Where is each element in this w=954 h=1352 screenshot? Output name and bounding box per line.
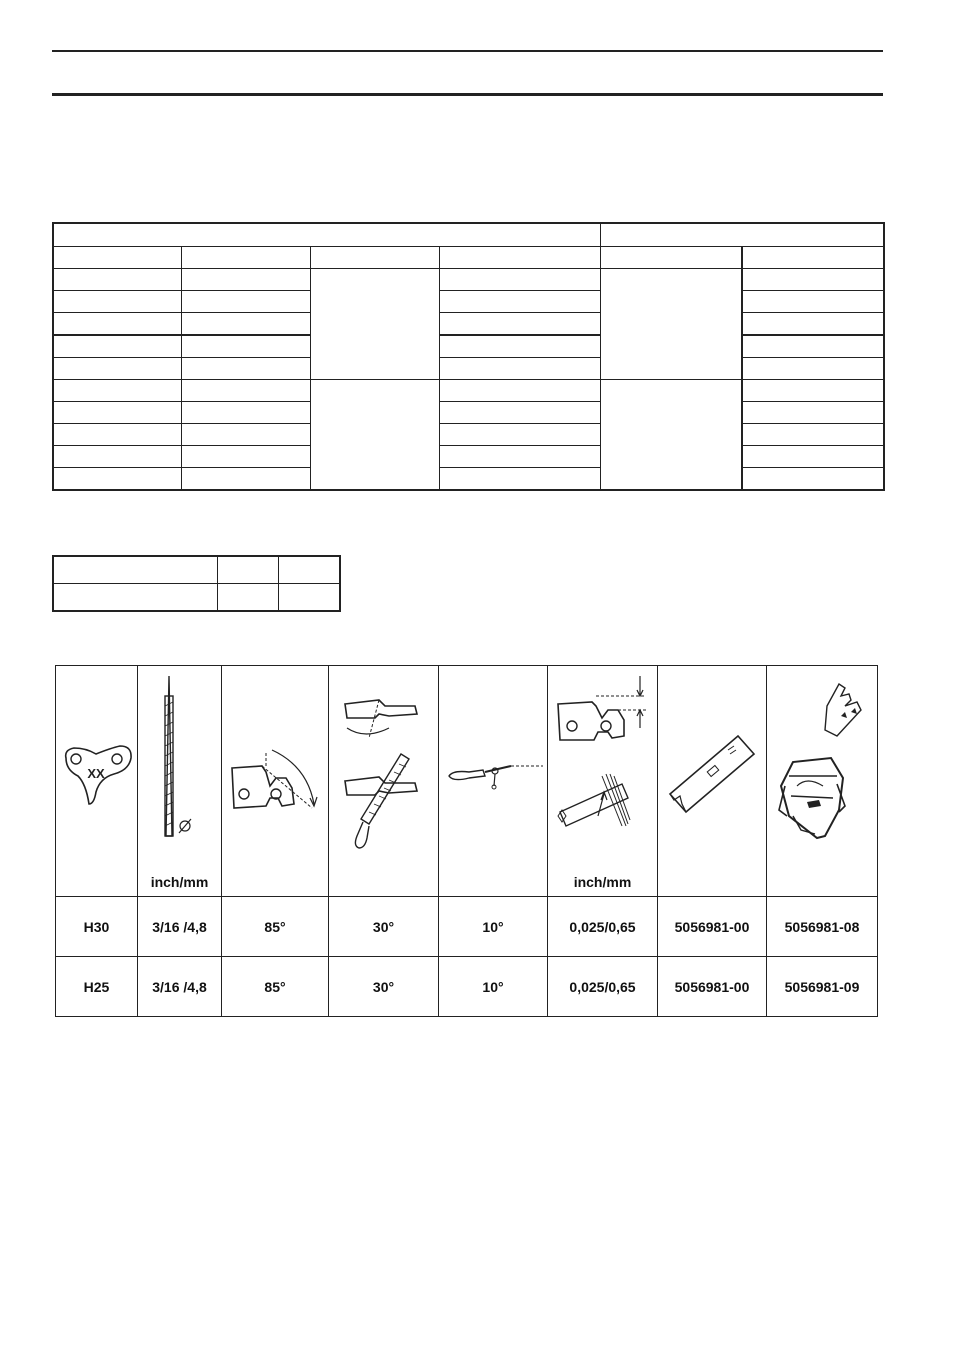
tilt-angle-cell: 10° [439, 957, 548, 1017]
grid-cell [181, 247, 310, 269]
grid-subheader-row [53, 247, 884, 269]
grid-row [53, 446, 884, 468]
file-illustration-cell [138, 666, 222, 897]
grid-cell [181, 269, 310, 291]
grid-cell [439, 291, 600, 313]
grid-cell [53, 380, 181, 402]
grid-cell [181, 313, 310, 336]
grid-row [53, 402, 884, 424]
grid-cell [742, 424, 884, 446]
grid-cell [742, 247, 884, 269]
grid-cell [742, 402, 884, 424]
tilt-illustration-cell [439, 666, 548, 897]
grid-cell [217, 584, 278, 612]
sharpening-spec-table [55, 665, 878, 1017]
grid-cell [217, 556, 278, 584]
grid-cell [181, 446, 310, 468]
gauge-part-cell: 5056981-00 [658, 957, 767, 1017]
grid-cell [742, 358, 884, 380]
grid-cell [181, 358, 310, 380]
drive-link-label: XX [87, 766, 105, 781]
grid-cell [439, 313, 600, 336]
gauge-part-cell: 5056981-00 [658, 897, 767, 957]
gauge-tool-illustration-cell [658, 666, 767, 897]
grid-cell [439, 402, 600, 424]
file-side-angle-icon [329, 666, 439, 866]
grid-cell [53, 584, 217, 612]
small-grid-row [53, 584, 340, 612]
grid-cell [181, 380, 310, 402]
grid-cell [53, 402, 181, 424]
grid-cell [53, 291, 181, 313]
grid-cell [181, 335, 310, 358]
grid-cell [181, 291, 310, 313]
drive-link-xx-icon [56, 666, 138, 896]
depth-unit-label: inch/mm [573, 874, 632, 890]
file-holder-tool-icon [767, 666, 878, 866]
file-tilt-icon [439, 666, 548, 866]
top-angle-cell: 85° [222, 897, 329, 957]
grid-cell [439, 446, 600, 468]
grid-cell [53, 313, 181, 336]
grid-cell [600, 247, 742, 269]
grid-cell [439, 358, 600, 380]
tool-part-cell: 5056981-08 [767, 897, 878, 957]
grid-cell [53, 556, 217, 584]
grid-merged-cell [310, 269, 439, 380]
grid-row [53, 380, 884, 402]
file-holder-illustration-cell [767, 666, 878, 897]
grid-cell [742, 269, 884, 291]
illustration-row [56, 666, 878, 897]
grid-merged-cell [600, 269, 742, 380]
side-angle-cell: 30° [329, 957, 439, 1017]
grid-row [53, 313, 884, 336]
grid-merged-cell [310, 380, 439, 491]
grid-cell [742, 446, 884, 468]
grid-cell [439, 424, 600, 446]
grid-header-cell [600, 223, 884, 247]
grid-header-row [53, 223, 884, 247]
cutter-top-angle-icon [222, 666, 329, 896]
grid-cell [742, 335, 884, 358]
grid-merged-cell [600, 380, 742, 491]
chain-cell: H30 [56, 897, 138, 957]
grid-cell [53, 468, 181, 491]
tool-part-cell: 5056981-09 [767, 957, 878, 1017]
grid-header-cell [53, 223, 600, 247]
file-size-cell: 3/16 /4,8 [138, 897, 222, 957]
grid-row [53, 358, 884, 380]
tilt-angle-cell: 10° [439, 897, 548, 957]
file-unit-label: inch/mm [150, 874, 209, 890]
grid-cell [53, 247, 181, 269]
small-grid-row [53, 556, 340, 584]
file-size-cell: 3/16 /4,8 [138, 957, 222, 1017]
grid-cell [181, 468, 310, 491]
depth-illustration-cell [548, 666, 658, 897]
grid-row [53, 269, 884, 291]
grid-cell [278, 584, 340, 612]
small-empty-grid [52, 555, 341, 612]
grid-cell [53, 424, 181, 446]
grid-cell [53, 446, 181, 468]
grid-cell [310, 247, 439, 269]
empty-spec-grid [52, 222, 885, 491]
grid-row [53, 424, 884, 446]
grid-cell [181, 424, 310, 446]
grid-cell [742, 291, 884, 313]
top-angle-cell: 85° [222, 957, 329, 1017]
top-angle-illustration-cell [222, 666, 329, 897]
grid-cell [53, 269, 181, 291]
depth-gauge-icon [548, 666, 658, 866]
grid-cell [278, 556, 340, 584]
grid-cell [181, 402, 310, 424]
spec-row-h30 [56, 897, 878, 957]
depth-cell: 0,025/0,65 [548, 897, 658, 957]
grid-row [53, 291, 884, 313]
round-file-icon [138, 666, 222, 866]
depth-cell: 0,025/0,65 [548, 957, 658, 1017]
header-rule [52, 93, 883, 96]
spec-row-h25 [56, 957, 878, 1017]
grid-cell [439, 380, 600, 402]
chain-illustration-cell [56, 666, 138, 897]
grid-row [53, 468, 884, 491]
grid-cell [53, 335, 181, 358]
grid-cell [439, 468, 600, 491]
grid-cell [742, 468, 884, 491]
grid-cell [742, 380, 884, 402]
grid-cell [439, 269, 600, 291]
chain-cell: H25 [56, 957, 138, 1017]
grid-row [53, 335, 884, 358]
grid-cell [742, 313, 884, 336]
grid-cell [439, 335, 600, 358]
depth-gauge-tool-icon [658, 666, 767, 866]
grid-cell [439, 247, 600, 269]
side-angle-cell: 30° [329, 897, 439, 957]
grid-cell [53, 358, 181, 380]
top-rule [52, 50, 883, 52]
side-angle-illustration-cell [329, 666, 439, 897]
